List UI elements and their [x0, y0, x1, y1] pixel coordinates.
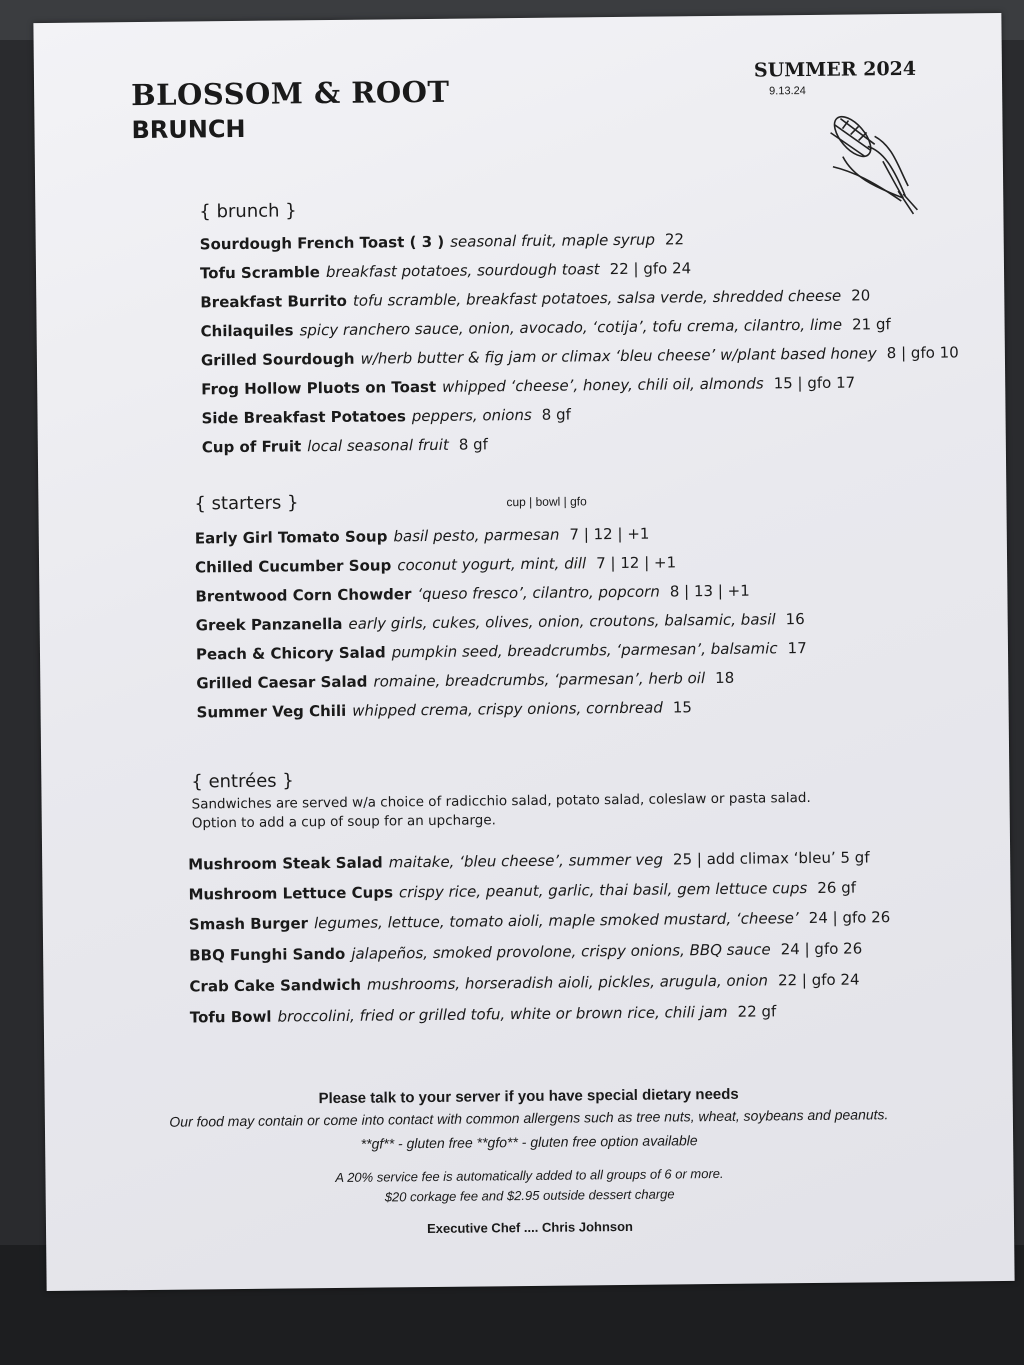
- item-name: BBQ Funghi Sando: [189, 944, 346, 965]
- brunch-item: [200, 230, 684, 253]
- item-price: 16: [785, 610, 805, 629]
- brunch-item: [201, 405, 571, 427]
- item-price: 22 | gfo 24: [609, 259, 692, 279]
- brunch-item: [200, 286, 870, 311]
- item-price: 15: [672, 698, 693, 717]
- executive-chef: Executive Chef .... Chris Johnson: [427, 1218, 634, 1237]
- entree-item: [189, 971, 859, 996]
- item-name: Crab Cake Sandwich: [189, 975, 362, 996]
- menu-paper: [33, 13, 1014, 1291]
- item-description: breakfast potatoes, sourdough toast: [325, 260, 600, 282]
- brunch-item: [202, 435, 488, 456]
- entree-item: [190, 1002, 777, 1026]
- item-price: 21 gf: [851, 315, 891, 334]
- item-description: romaine, breadcrumbs, ‘parmesan’, herb oil: [373, 669, 706, 691]
- item-price: 18: [715, 668, 735, 687]
- item-price: 22 gf: [737, 1002, 777, 1021]
- corkage-note: $20 corkage fee and $2.95 outside dessert charge: [384, 1186, 675, 1205]
- starters-heading: { starters }: [194, 492, 299, 515]
- item-description: mushrooms, horseradish aioli, pickles, arugula, onion: [366, 971, 769, 994]
- item-description: legumes, lettuce, tomato aioli, maple smoked mustard, ‘cheese’: [313, 909, 799, 933]
- item-name: Greek Panzanella: [195, 614, 343, 635]
- item-description: broccolini, fried or grilled tofu, white or brown rice, chili jam: [277, 1002, 728, 1026]
- item-price: 25 | add climax ‘bleu’ 5 gf: [672, 848, 870, 869]
- gluten-legend: **gf** - gluten free **gfo** - gluten free option available: [360, 1132, 698, 1152]
- item-description: spicy ranchero sauce, onion, avocado, ‘cotija’, tofu crema, cilantro, lime: [299, 315, 843, 340]
- restaurant-name: BLOSSOM & ROOT: [130, 74, 450, 113]
- item-name: Chilaquiles: [200, 321, 294, 341]
- starter-item: [195, 553, 676, 576]
- item-name: Summer Veg Chili: [196, 701, 347, 722]
- starter-item: [195, 525, 650, 548]
- item-price: 20: [851, 286, 871, 305]
- starter-item: [196, 669, 734, 693]
- item-name: Grilled Sourdough: [200, 349, 355, 370]
- starter-item: [197, 698, 693, 721]
- item-price: 22: [664, 230, 685, 249]
- entrees-note-soup: Option to add a cup of soup for an upcharge.: [191, 812, 496, 832]
- starter-item: [196, 610, 805, 634]
- menu-title: BRUNCH: [131, 114, 246, 145]
- starters-column-header: cup | bowl | gfo: [506, 494, 587, 510]
- entree-item: [189, 908, 891, 933]
- entrees-note-sides: Sandwiches are served w/a choice of radicchio salad, potato salad, coleslaw or pasta salad.: [191, 790, 811, 813]
- item-price: 7 | 12 | +1: [596, 553, 677, 573]
- item-description: ‘queso fresco’, cilantro, popcorn: [417, 582, 660, 604]
- item-description: whipped crema, crispy onions, cornbread: [352, 698, 663, 720]
- item-price: 15 | gfo 17: [773, 373, 856, 393]
- entree-item: [189, 939, 862, 964]
- item-name: Smash Burger: [188, 914, 309, 934]
- item-name: Grilled Caesar Salad: [196, 672, 368, 693]
- item-name: Tofu Bowl: [189, 1007, 272, 1027]
- item-description: coconut yogurt, mint, dill: [397, 554, 587, 575]
- brunch-item: [201, 374, 855, 399]
- item-description: tofu scramble, breakfast potatoes, salsa verde, shredded cheese: [352, 286, 842, 310]
- item-name: Mushroom Steak Salad: [188, 853, 383, 874]
- item-price: 24 | gfo 26: [780, 939, 863, 959]
- item-price: 7 | 12 | +1: [569, 524, 650, 544]
- entrees-heading: { entrées }: [191, 770, 294, 793]
- item-name: Breakfast Burrito: [200, 291, 348, 312]
- brunch-heading: { brunch }: [199, 200, 297, 223]
- allergen-note: Our food may contain or come into contact with common allergens such as tree nuts, wheat, soybeans and peanuts.: [169, 1106, 889, 1130]
- item-name: Side Breakfast Potatoes: [201, 407, 406, 428]
- item-description: crispy rice, peanut, garlic, thai basil, gem lettuce cups: [398, 879, 808, 902]
- item-name: Early Girl Tomato Soup: [194, 527, 388, 548]
- item-description: local seasonal fruit: [307, 435, 449, 456]
- service-fee-note: A 20% service fee is automatically added to all groups of 6 or more.: [335, 1165, 724, 1186]
- dietary-needs-note: Please talk to your server if you have special dietary needs: [318, 1085, 739, 1108]
- item-description: whipped ‘cheese’, honey, chili oil, almonds: [442, 374, 764, 396]
- item-price: 8 | 13 | +1: [669, 581, 750, 601]
- item-description: peppers, onions: [411, 405, 532, 426]
- starter-item: [195, 582, 750, 606]
- item-price: 17: [787, 639, 807, 658]
- item-name: Sourdough French Toast ( 3 ): [199, 232, 445, 254]
- item-price: 26 gf: [817, 878, 857, 897]
- item-name: Mushroom Lettuce Cups: [188, 883, 394, 904]
- item-name: Chilled Cucumber Soup: [195, 556, 392, 577]
- starter-item: [196, 639, 807, 663]
- item-price: 8 gf: [541, 405, 571, 424]
- menu-date: 9.13.24: [769, 85, 806, 98]
- item-price: 8 gf: [458, 435, 489, 454]
- item-description: early girls, cukes, olives, onion, croutons, balsamic, basil: [348, 610, 776, 633]
- item-description: jalapeños, smoked provolone, crispy onions, BBQ sauce: [351, 940, 771, 963]
- item-name: Tofu Scramble: [199, 263, 320, 283]
- item-description: basil pesto, parmesan: [393, 525, 560, 546]
- item-name: Peach & Chicory Salad: [195, 643, 386, 664]
- item-description: w/herb butter & fig jam or climax ‘bleu cheese’ w/plant based honey: [360, 344, 877, 368]
- item-description: maitake, ‘bleu cheese’, summer veg: [388, 850, 664, 872]
- entree-item: [188, 879, 856, 904]
- item-price: 8 | gfo 10: [886, 343, 959, 363]
- item-name: Brentwood Corn Chowder: [195, 585, 412, 606]
- entree-item: [188, 848, 870, 873]
- item-description: seasonal fruit, maple syrup: [450, 230, 656, 251]
- corn-illustration-icon: [812, 106, 923, 217]
- item-description: pumpkin seed, breadcrumbs, ‘parmesan’, balsamic: [391, 639, 778, 662]
- brunch-item: [201, 343, 959, 369]
- season-label: SUMMER 2024: [753, 57, 917, 82]
- brunch-item: [200, 259, 691, 282]
- item-price: 24 | gfo 26: [808, 908, 891, 928]
- item-price: 22 | gfo 24: [777, 970, 860, 990]
- brunch-item: [201, 315, 891, 340]
- item-name: Cup of Fruit: [201, 437, 302, 457]
- item-name: Frog Hollow Pluots on Toast: [201, 377, 437, 399]
